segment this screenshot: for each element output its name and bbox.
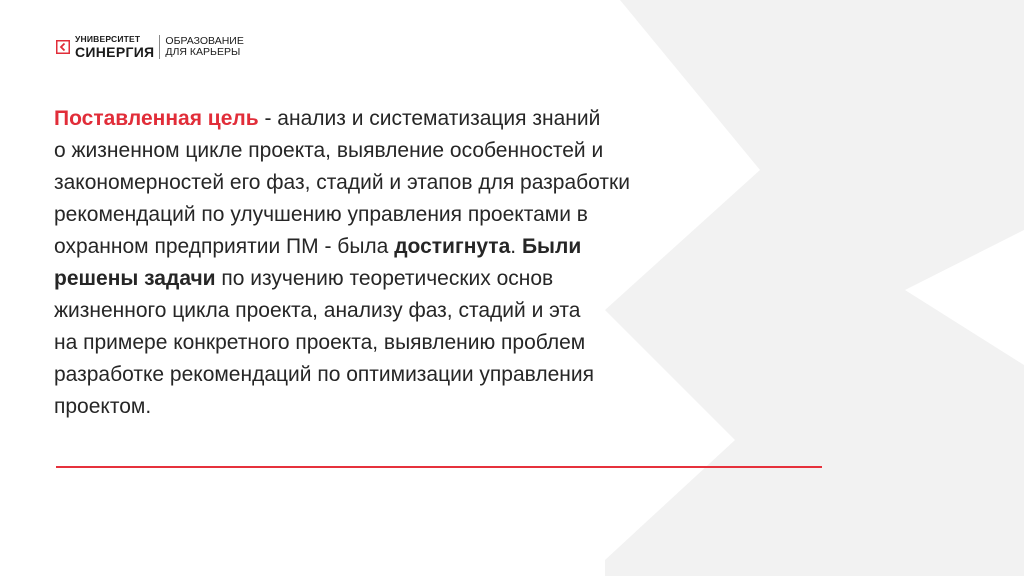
goal-paragraph <box>54 103 754 423</box>
achieved-word: достигнута <box>394 235 511 258</box>
synergy-bracket-icon <box>56 40 70 54</box>
logo-synergy-label: СИНЕРГИЯ <box>75 43 155 60</box>
logo-university-label: УНИВЕРСИТЕТ <box>75 34 141 45</box>
logo-tagline-line2: ДЛЯ КАРЬЕРЫ <box>165 46 241 58</box>
paragraph-line: на примере конкретного проекта, выявлению проблем <box>54 331 586 354</box>
paragraph-line <box>54 103 754 135</box>
paragraph-line: рекомендаций по улучшению управления проектами в <box>54 203 588 226</box>
paragraph-line <box>54 263 754 295</box>
tasks-heading-start: Были <box>521 235 582 258</box>
paragraph-line: жизненного цикла проекта, анализу фаз, стадий и эта <box>54 299 581 322</box>
tasks-heading-end: решены задачи <box>54 267 216 290</box>
logo-wordmark <box>75 35 154 59</box>
red-divider-line <box>56 466 822 468</box>
paragraph-line: разработке рекомендаций по оптимизации управления <box>54 363 594 386</box>
text-run: по изучению теоретических основ <box>215 267 554 290</box>
text-run: . <box>510 235 522 258</box>
university-logo <box>56 34 244 60</box>
paragraph-line: о жизненном цикле проекта, выявление особенностей и <box>54 139 604 162</box>
text-run: - анализ и систематизация знаний <box>258 107 601 130</box>
logo-tagline <box>165 36 243 58</box>
goal-heading: Поставленная цель <box>54 107 259 130</box>
paragraph-line: проектом. <box>54 395 152 418</box>
paragraph-line <box>54 231 754 263</box>
text-run: охранном предприятии ПМ - была <box>54 235 395 258</box>
logo-separator <box>159 35 160 59</box>
paragraph-line: закономерностей его фаз, стадий и этапов для разработки <box>54 171 630 194</box>
logo-tagline-line1: ОБРАЗОВАНИЕ <box>165 34 244 47</box>
